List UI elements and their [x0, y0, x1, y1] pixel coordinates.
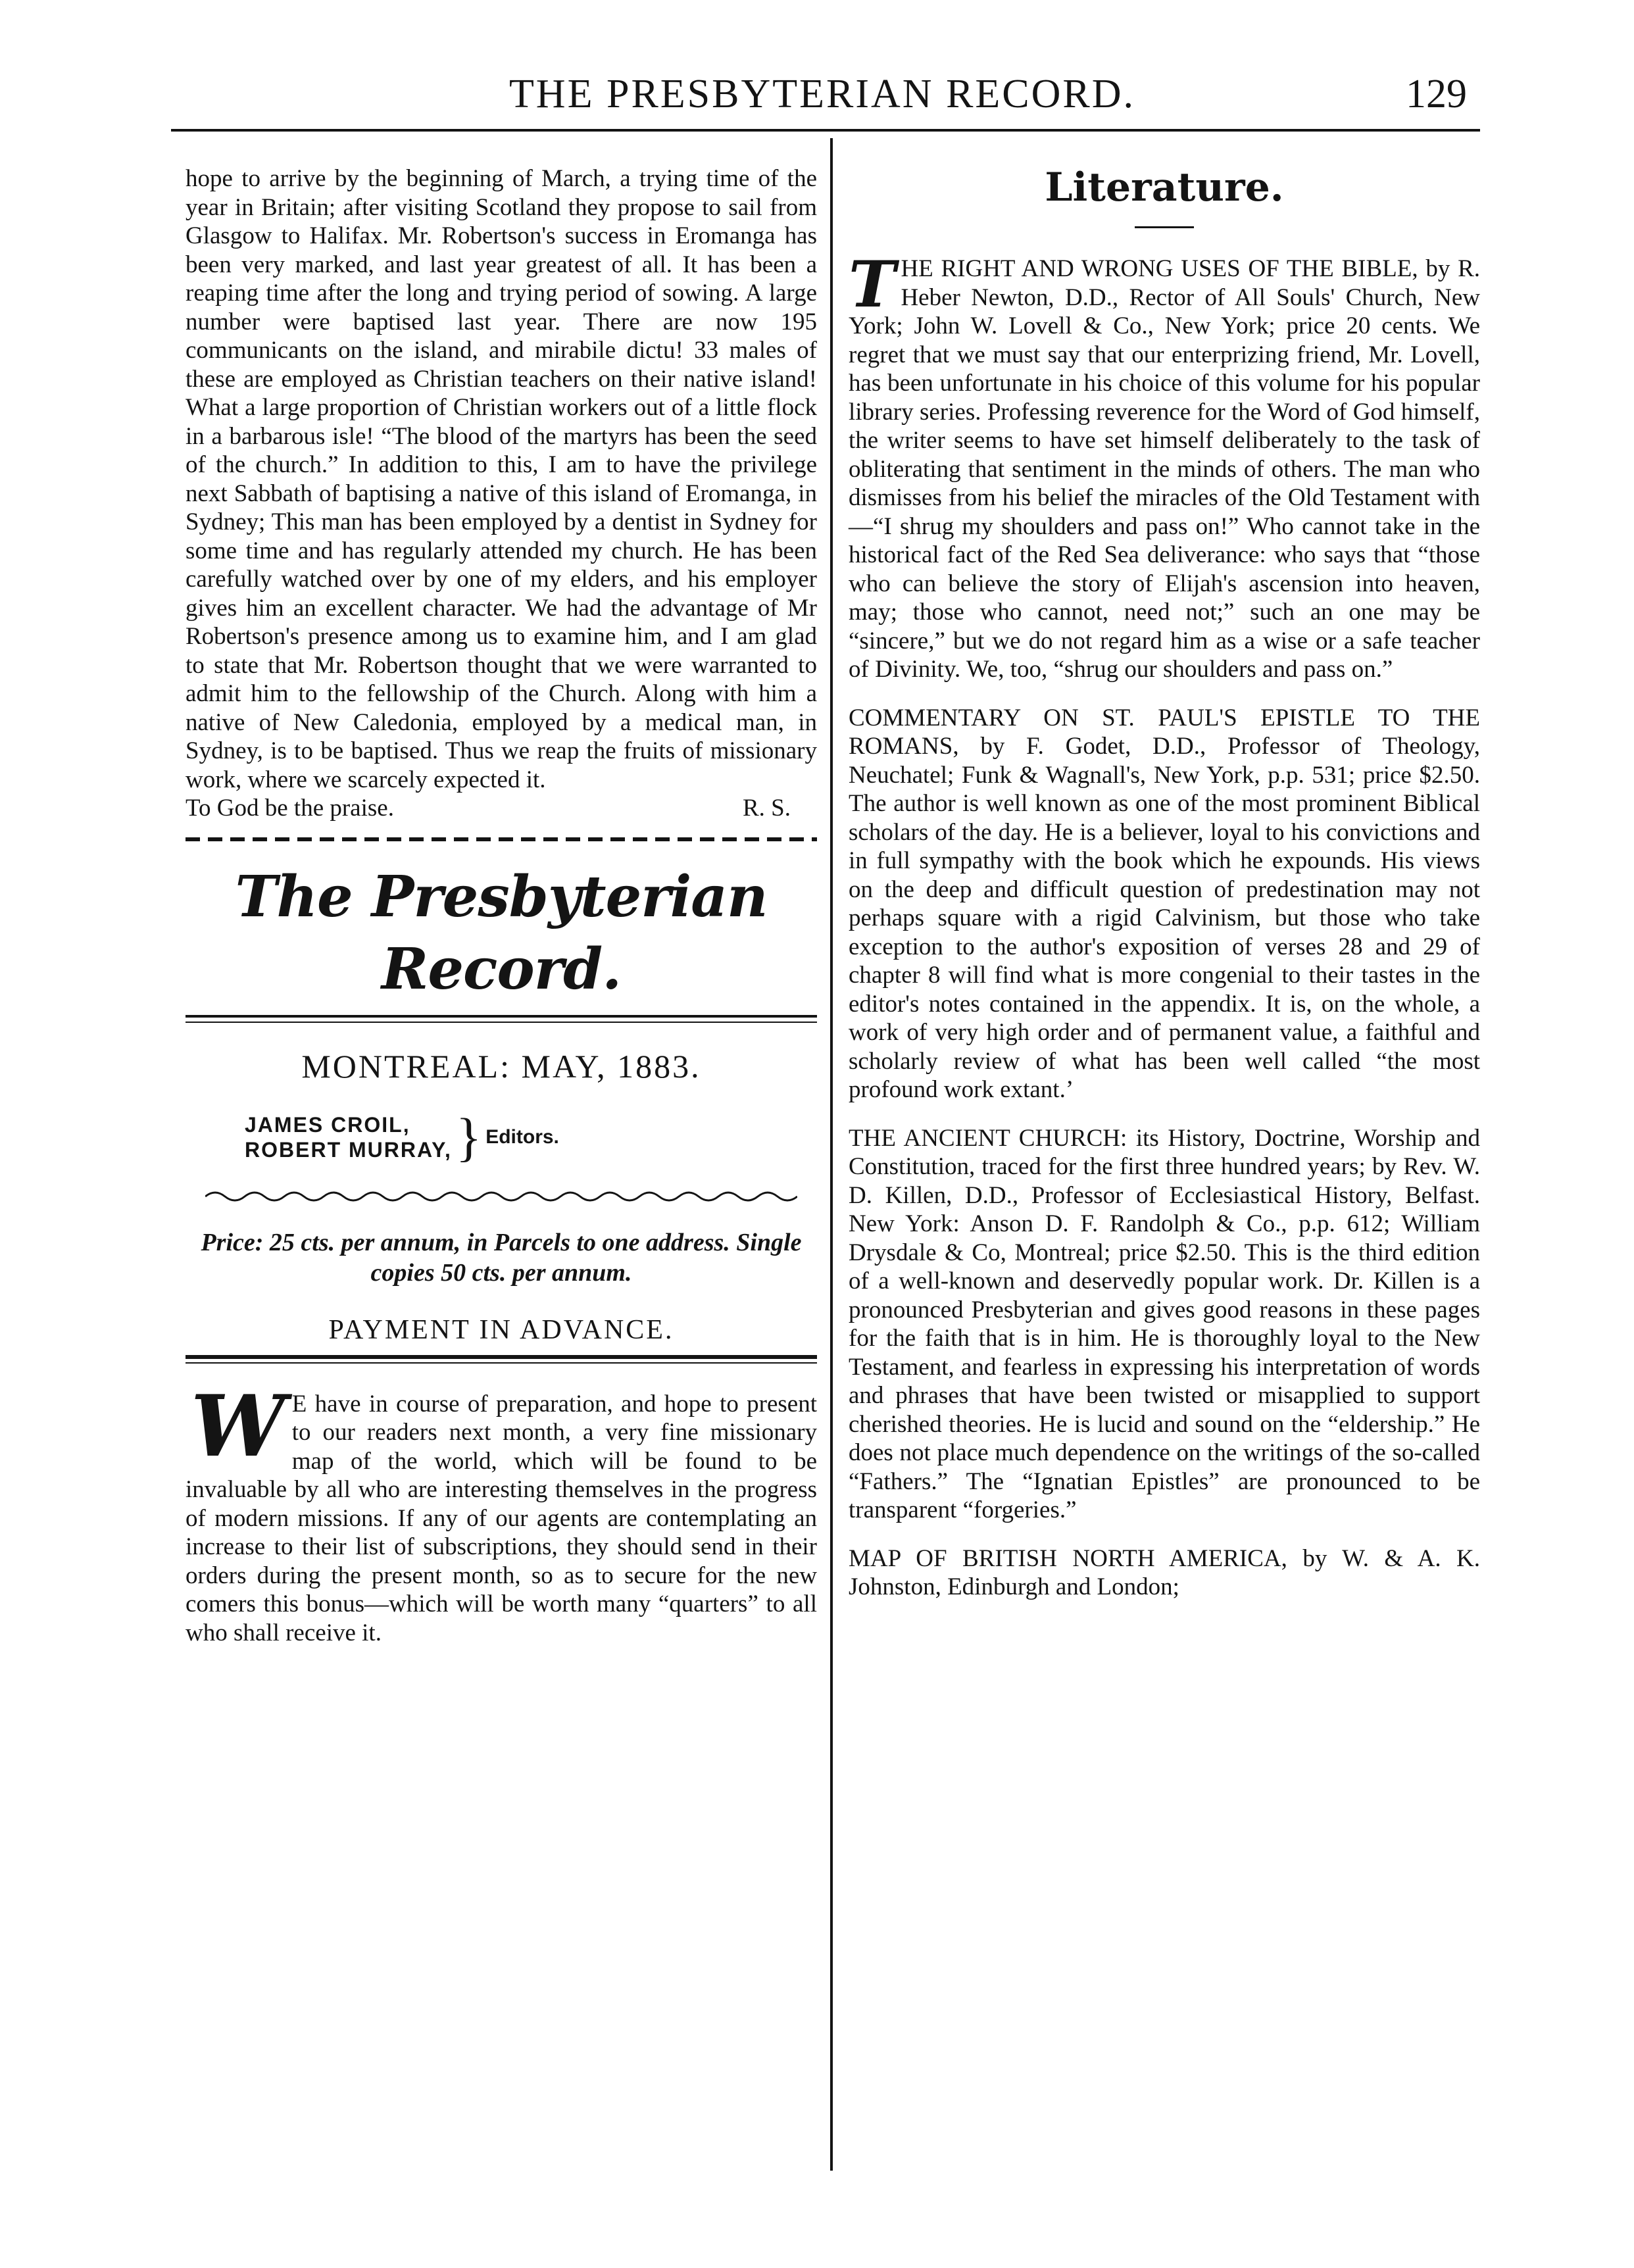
wavy-divider — [205, 1189, 797, 1204]
review-commentary-romans — [849, 704, 1480, 1104]
letter-signature: R. S. — [742, 795, 791, 822]
editor-name: JAMES CROIL, — [245, 1112, 410, 1137]
heading-rule — [1135, 226, 1194, 228]
brace-glyph: } — [455, 1106, 482, 1167]
drop-cap: T — [849, 247, 896, 322]
closing-line: To God be the praise. — [186, 795, 394, 822]
payment-notice: PAYMENT IN ADVANCE. — [328, 1314, 674, 1345]
column-rule — [830, 138, 833, 2171]
spacer — [849, 1104, 1480, 1124]
map-announcement — [186, 1377, 817, 1648]
literature-heading: Literature. — [1045, 164, 1284, 210]
review-right-wrong-uses — [849, 247, 1480, 684]
review-title: HE RIGHT AND WRONG USES OF THE BIBLE, — [901, 255, 1418, 282]
review-ancient-church — [849, 1124, 1480, 1525]
running-title: THE PRESBYTERIAN RECORD. — [508, 72, 1136, 116]
spacer — [849, 684, 1480, 704]
review-title: COMMENTARY ON ST. PAUL'S EPISTLE TO THE ROMANS, — [849, 704, 1480, 760]
dateline: MONTREAL: MAY, 1883. — [301, 1047, 701, 1085]
left-column — [186, 164, 817, 1647]
letter-closing — [186, 794, 817, 823]
masthead-rule — [186, 1015, 817, 1023]
continued-letter-text: hope to arrive by the beginning of March, a trying time of the year in Britain; after visiting Scotland they propose to sail from Glasgow to Halifax. Mr. Robertson's success in Eromanga has been very marked, and last year greatest of all. It has been a reaping time after the long and trying period of sowing. A large number were baptised last year. There are now 195 communicants on the island, and mirabile dictu! 33 males of these are employed as Christian teachers on their native island! What a large proportion of Christian workers out of a little flock in a barbarous isle! “The blood of the martyrs has been the seed of the church.” In addition to this, I am to have the privilege next Sabbath of baptising a native of this island of Eromanga, in Sydney; This man has been employed by a dentist in Sydney for some time and has regularly attended my church. He has been carefully watched over by one of my elders, and his employer gives him an excellent character. We had the advantage of Mr Robertson's presence among us to examine him, and I am glad to state that Mr. Robertson thought that we were warranted to admit him to the fellowship of the Church. Along with him a native of New Caledonia, employed by a medical man, in Sydney, is to be baptised. Thus we reap the fruits of missionary work, where we scarcely expected it. — [186, 165, 817, 793]
editor-names — [245, 1112, 452, 1162]
price-notice: Price: 25 cts. per annum, in Parcels to one address. Single copies 50 cts. per annum. — [201, 1228, 802, 1287]
review-title: MAP OF BRITISH NORTH AMERICA, — [849, 1544, 1287, 1572]
running-header — [164, 71, 1480, 124]
announcement-text: E have in course of preparation, and hope to present to our readers next month, a very fine missionary map of the world, which will be found to be invaluable by all who are interesting themselves in the progress of modern missions. If any of our agents are contemplating an increase to their list of subscriptions, they should send in their orders during the present month, so as to secure for the new comers this bonus—which will be worth many “quarters” to all who shall receive it. — [186, 1390, 817, 1646]
editors-label: Editors. — [485, 1125, 559, 1148]
header-rule — [171, 129, 1480, 132]
section-divider — [186, 837, 817, 841]
review-text: by F. Godet, D.D., Professor of Theology, Neuchatel; Funk & Wagnall's, New York, p.p. 531; price $2.50. The author is well known as one of the most prominent Biblical scholars of the day. He is a believer, loyal to his convictions and in full sympathy with the book which he expounds. His views on the deep and difficult question of predestination may not perhaps square with a rigid Calvinism, but those who take exception to the author's exposition of verses 28 and 29 of chapter 8 will find what is more congenial to their tastes in the editor's notes contained in the appendix. It is, on the whole, a work of very high order and of permanent value, a faithful and scholarly review of what has been well called “the most profound work extant.’ — [849, 733, 1480, 1103]
review-title: THE ANCIENT CHURCH: — [849, 1124, 1127, 1152]
spacer — [849, 1525, 1480, 1544]
review-text: its History, Doctrine, Worship and Constitution, traced for the first three hundred years; by Rev. W. D. Killen, D.D., Professor of Ecclesiastical History, Belfast. New York: Anson D. F. Randolph & Co., p.p. 612; William Drysdale & Co, Montreal; price $2.50. This is the third edition of a well-known and deservedly popular work. Dr. Killen is a pronounced Presbyterian and gives good reasons in these pages for the faith that is in him. He is thoroughly loyal to the New Testament, and fearless in expressing his interpretation of words and phrases that have been twisted or misapplied to support cherished theories. He is lucid and sound on the “eldership.” He does not place much dependence on the writings of the so-called “Fathers.” The “Ignatian Epistles” are pronounced to be transparent “forgeries.” — [849, 1124, 1481, 1523]
page-number: 129 — [1406, 72, 1467, 116]
right-column — [849, 164, 1480, 1602]
editor-name: ROBERT MURRAY, — [245, 1137, 452, 1162]
notice-rule — [186, 1355, 817, 1364]
review-text: by W. & A. K. Johnston, Edinburgh and London; — [849, 1544, 1480, 1600]
review-map — [849, 1544, 1480, 1602]
drop-cap: W — [191, 1377, 285, 1476]
review-text: by R. Heber Newton, D.D., Rector of All Souls' Church, New York; John W. Lovell & Co., New York; price 20 cents. We regret that we must say that our enterprizing friend, Mr. Lovell, has been unfortunate in his choice of this volume for his popular library series. Professing reverence for the Word of God himself, the writer seems to have set himself deliberately to the task of obliterating that sentiment in the minds of others. The man who dismisses from his belief the miracles of the Old Testament with—“I shrug my shoulders and pass on!” Who cannot take in the historical fact of the Red Sea deliverance: who says that “those who can believe the story of Elijah's ascension into heaven, may; those who cannot, need not;” such an one may be “sincere,” but we do not regard him as a wise or a safe teacher of Divinity. We, too, “shrug our shoulders and pass on.” — [849, 255, 1480, 683]
masthead: The Presbyterian Record. — [235, 863, 768, 1002]
editors-block — [245, 1106, 817, 1167]
